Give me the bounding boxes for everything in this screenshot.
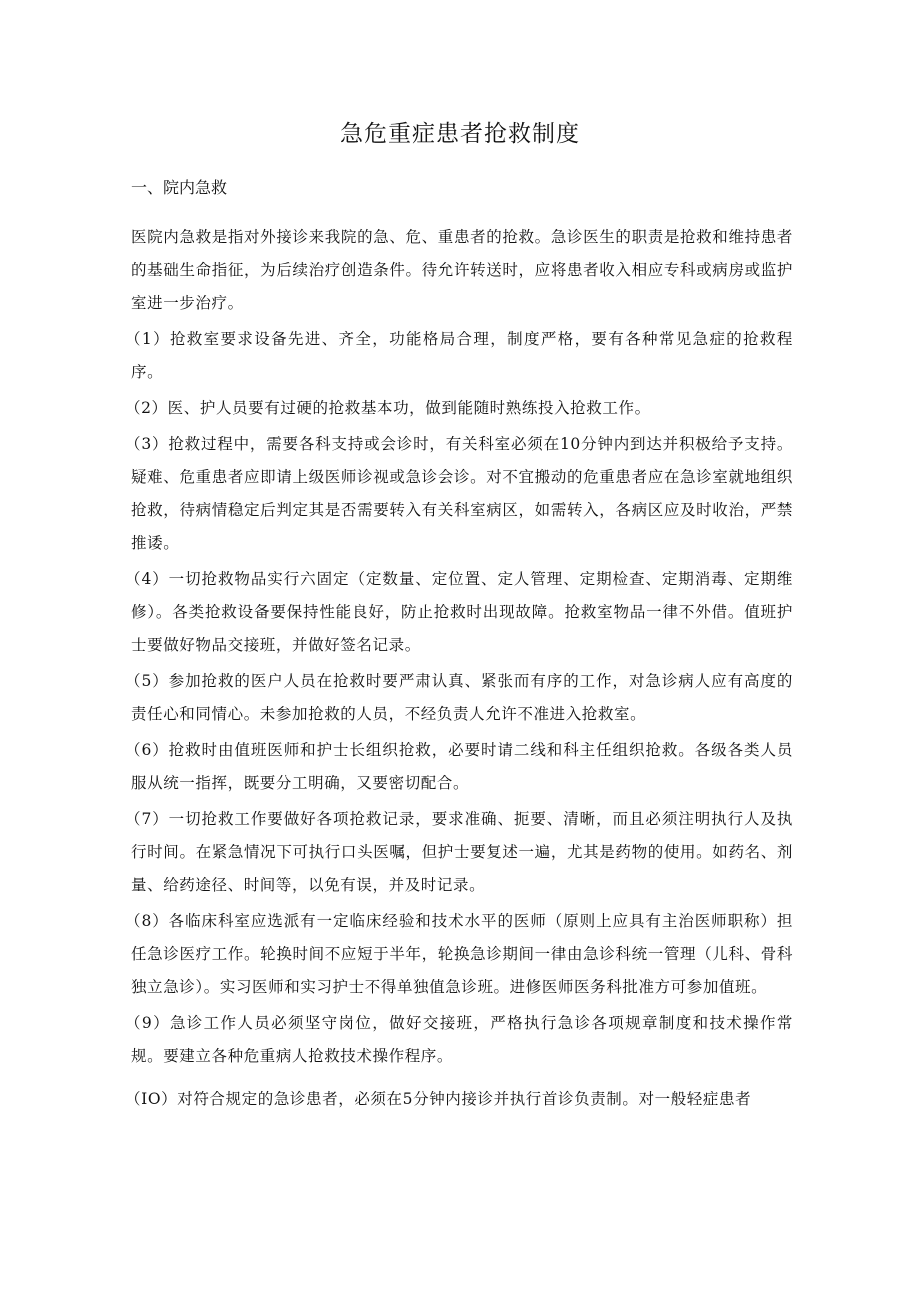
- rule-item-4: （4）一切抢救物品实行六固定（定数量、定位置、定人管理、定期检查、定期消毒、定期维修）。各类抢救设备要保持性能良好，防止抢救时出现故障。抢救室物品一律不外借。值班护士要做好物品交接班，并做好签名记录。: [125, 570, 793, 654]
- rule-item-6: （6）抢救时由值班医师和护士长组织抢救，必要时请二线和科主任组织抢救。各级各类人员服从统一指挥，既要分工明确，又要密切配合。: [125, 741, 793, 792]
- rule-item-2: （2）医、护人员要有过硬的抢救基本功，做到能随时熟练投入抢救工作。: [125, 399, 651, 417]
- document-title: 急危重症患者抢救制度: [340, 121, 580, 147]
- rule-item-9: （9）急诊工作人员必须坚守岗位，做好交接班，严格执行急诊各项规章制度和技术操作常规。要建立各种危重病人抢救技术操作程序。: [125, 1014, 793, 1065]
- rule-item-1: （1）抢救室要求设备先进、齐全，功能格局合理，制度严格，要有各种常见急症的抢救程序。: [125, 330, 793, 381]
- rule-item-7: （7）一切抢救工作要做好各项抢救记录，要求准确、扼要、清晰，而且必须注明执行人及执行时间。在紧急情况下可执行口头医嘱，但护士要复述一遍，尤其是药物的使用。如药名、剂量、给药途径、时间等，以免有误，并及时记录。: [125, 810, 793, 894]
- document-body: [125, 221, 793, 1119]
- rule-item-5: （5）参加抢救的医户人员在抢救时要严肃认真、紧张而有序的工作，对急诊病人应有高度的责任心和同情心。未参加抢救的人员，不经负责人允许不准进入抢救室。: [125, 672, 793, 723]
- section-heading: 一、院内急救: [131, 178, 228, 197]
- intro-paragraph: 医院内急救是指对外接诊来我院的急、危、重患者的抢救。急诊医生的职责是抢救和维持患者的基础生命指征，为后续治疗创造条件。待允许转送时，应将患者收入相应专科或病房或监护室进一步治疗。: [131, 228, 793, 312]
- rule-item-10: （IO）对符合规定的急诊患者，必须在5分钟内接诊并执行首诊负责制。对一般轻症患者: [125, 1090, 752, 1108]
- rule-item-8: （8）各临床科室应选派有一定临床经验和技术水平的医师（原则上应具有主治医师职称）担任急诊医疗工作。轮换时间不应短于半年，轮换急诊期间一律由急诊科统一管理（儿科、骨科独立急诊）。实习医师和实习护士不得单独值急诊班。进修医师医务科批准方可参加值班。: [125, 912, 793, 996]
- rule-item-3: （3）抢救过程中，需要各科支持或会诊时，有关科室必须在10分钟内到达并积极给予支持。疑难、危重患者应即请上级医师诊视或急诊会诊。对不宜搬动的危重患者应在急诊室就地组织抢救，待病情稳定后判定其是否需要转入有关科室病区，如需转入，各病区应及时收治，严禁推诿。: [125, 435, 793, 552]
